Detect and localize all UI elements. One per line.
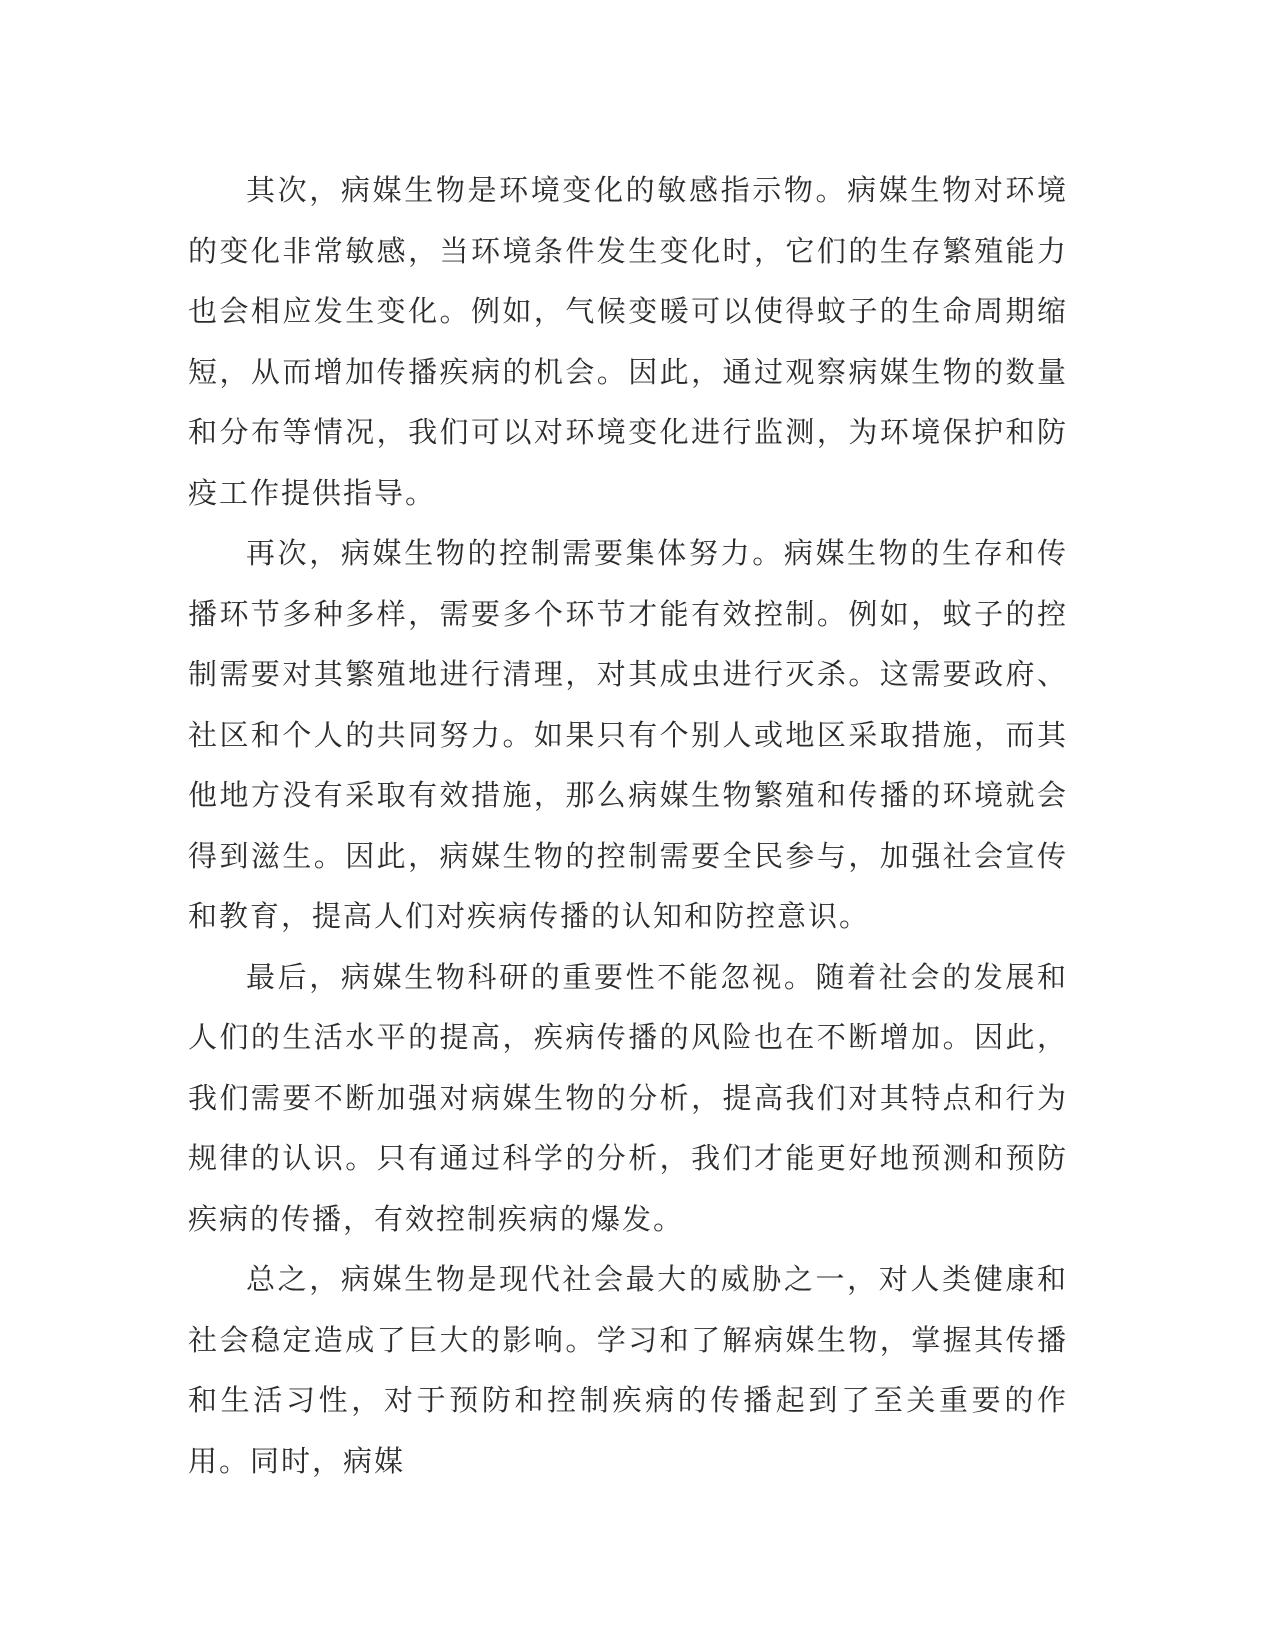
paragraph: 最后，病媒生物科研的重要性不能忽视。随着社会的发展和人们的生活水平的提高，疾病传播的风险也在不断增加。因此，我们需要不断加强对病媒生物的分析，提高我们对其特点和行为规律的认识。只有通过科学的分析，我们才能更好地预测和预防疾病的传播，有效控制疾病的爆发。 xyxy=(188,959,1068,1236)
paragraph: 总之，病媒生物是现代社会最大的威胁之一，对人类健康和社会稳定造成了巨大的影响。学习和了解病媒生物，掌握其传播和生活习性，对于预防和控制疾病的传播起到了至关重要的作用。同时，病媒 xyxy=(188,1262,1068,1478)
document-body xyxy=(188,160,1068,1491)
paragraph: 其次，病媒生物是环境变化的敏感指示物。病媒生物对环境的变化非常敏感，当环境条件发生变化时，它们的生存繁殖能力也会相应发生变化。例如，气候变暖可以使得蚊子的生命周期缩短，从而增加传播疾病的机会。因此，通过观察病媒生物的数量和分布等情况，我们可以对环境变化进行监测，为环境保护和防疫工作提供指导。 xyxy=(188,173,1068,510)
paragraph: 再次，病媒生物的控制需要集体努力。病媒生物的生存和传播环节多种多样，需要多个环节才能有效控制。例如，蚊子的控制需要对其繁殖地进行清理，对其成虫进行灭杀。这需要政府、社区和个人的共同努力。如果只有个别人或地区采取措施，而其他地方没有采取有效措施，那么病媒生物繁殖和传播的环境就会得到滋生。因此，病媒生物的控制需要全民参与，加强社会宣传和教育，提高人们对疾病传播的认知和防控意识。 xyxy=(188,536,1068,933)
